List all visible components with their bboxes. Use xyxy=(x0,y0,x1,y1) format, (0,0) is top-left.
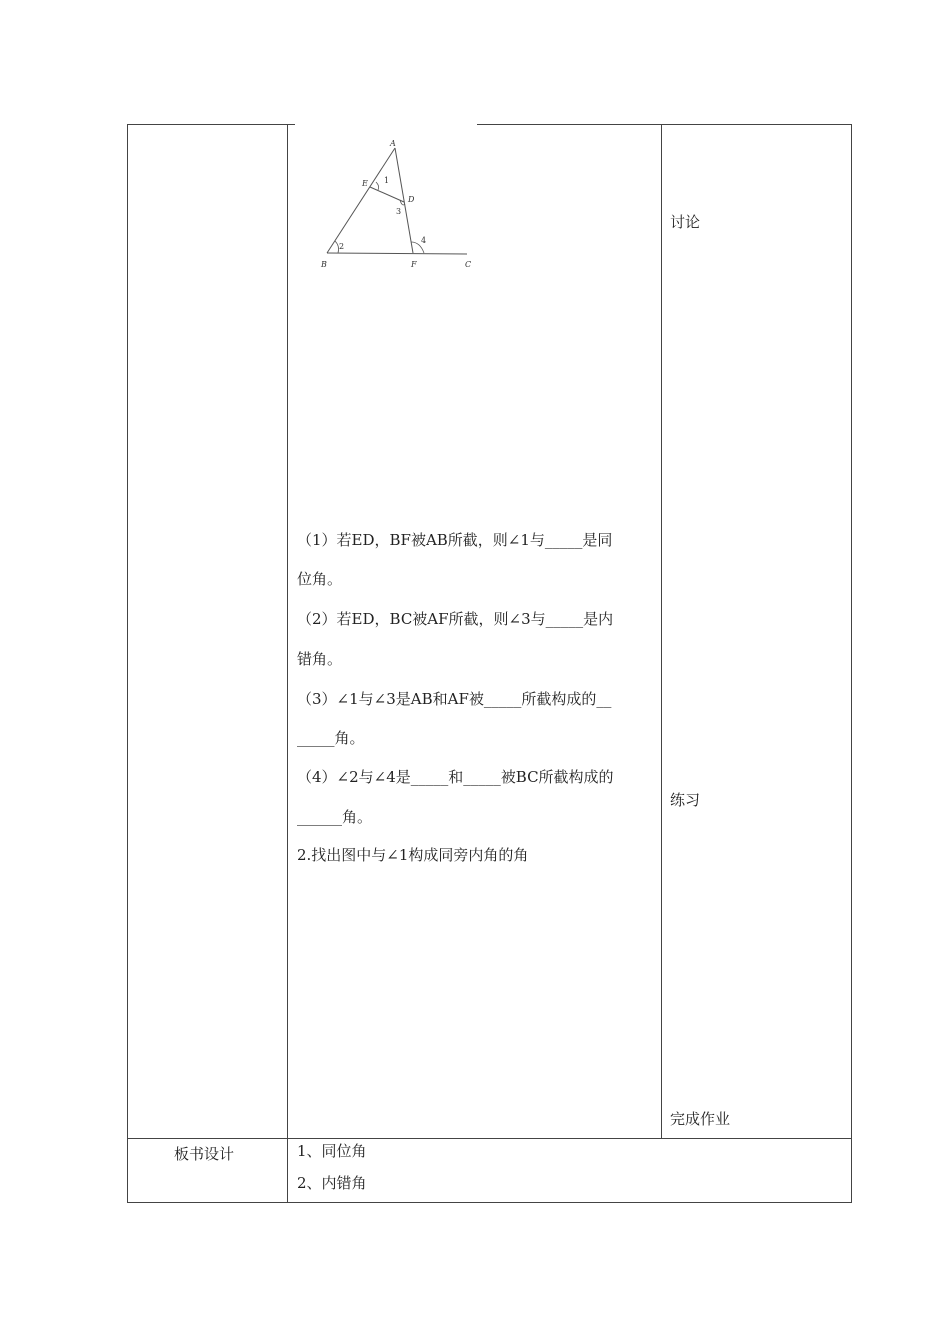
table-left-border xyxy=(127,124,128,1203)
question-1-line-2: 位角。 xyxy=(297,570,343,588)
label-E: E xyxy=(362,179,368,188)
board-design-item-1: 1、同位角 xyxy=(297,1142,367,1160)
question-2-line-1: （2）若ED，BC被AF所截，则∠3与_____是内 xyxy=(297,610,614,628)
question-3-line-2: _____角。 xyxy=(297,729,365,747)
angle-label-1: 1 xyxy=(384,176,390,185)
activity-practice: 练习 xyxy=(670,791,701,809)
table-top-border-left xyxy=(127,124,295,125)
board-design-item-2: 2、内错角 xyxy=(297,1174,367,1192)
table-bottom-border xyxy=(127,1202,852,1203)
question-4-line-1: （4）∠2与∠4是_____和_____被BC所截构成的 xyxy=(297,768,614,786)
label-A: A xyxy=(390,139,396,148)
board-design-label: 板书设计 xyxy=(174,1145,235,1163)
angle-1-arc xyxy=(376,182,379,190)
label-B: B xyxy=(321,260,327,269)
angle-label-2: 2 xyxy=(339,242,345,251)
row-divider xyxy=(127,1138,852,1139)
table-right-border xyxy=(851,124,852,1203)
question-1-line-1: （1）若ED，BF被AB所截，则∠1与_____是同 xyxy=(297,531,613,549)
question-3-line-1: （3）∠1与∠3是AB和AF被_____所截构成的__ xyxy=(297,690,612,708)
label-D: D xyxy=(408,195,415,204)
task-2: 2.找出图中与∠1构成同旁内角的角 xyxy=(297,846,529,864)
table-top-border-right xyxy=(477,124,851,125)
angle-label-3: 3 xyxy=(396,207,402,216)
segment-AB xyxy=(327,148,395,253)
column-divider-right xyxy=(661,124,662,1139)
activity-homework: 完成作业 xyxy=(670,1110,731,1128)
column-divider-left xyxy=(287,124,288,1203)
activity-discuss: 讨论 xyxy=(670,213,701,231)
triangle-figure xyxy=(308,132,488,272)
angle-label-4: 4 xyxy=(421,236,427,245)
label-F: F xyxy=(411,260,417,269)
question-2-line-2: 错角。 xyxy=(297,650,343,668)
segment-BC xyxy=(327,253,467,254)
label-C: C xyxy=(465,260,472,269)
question-4-line-2: ______角。 xyxy=(297,808,373,826)
segment-ED xyxy=(370,187,404,202)
